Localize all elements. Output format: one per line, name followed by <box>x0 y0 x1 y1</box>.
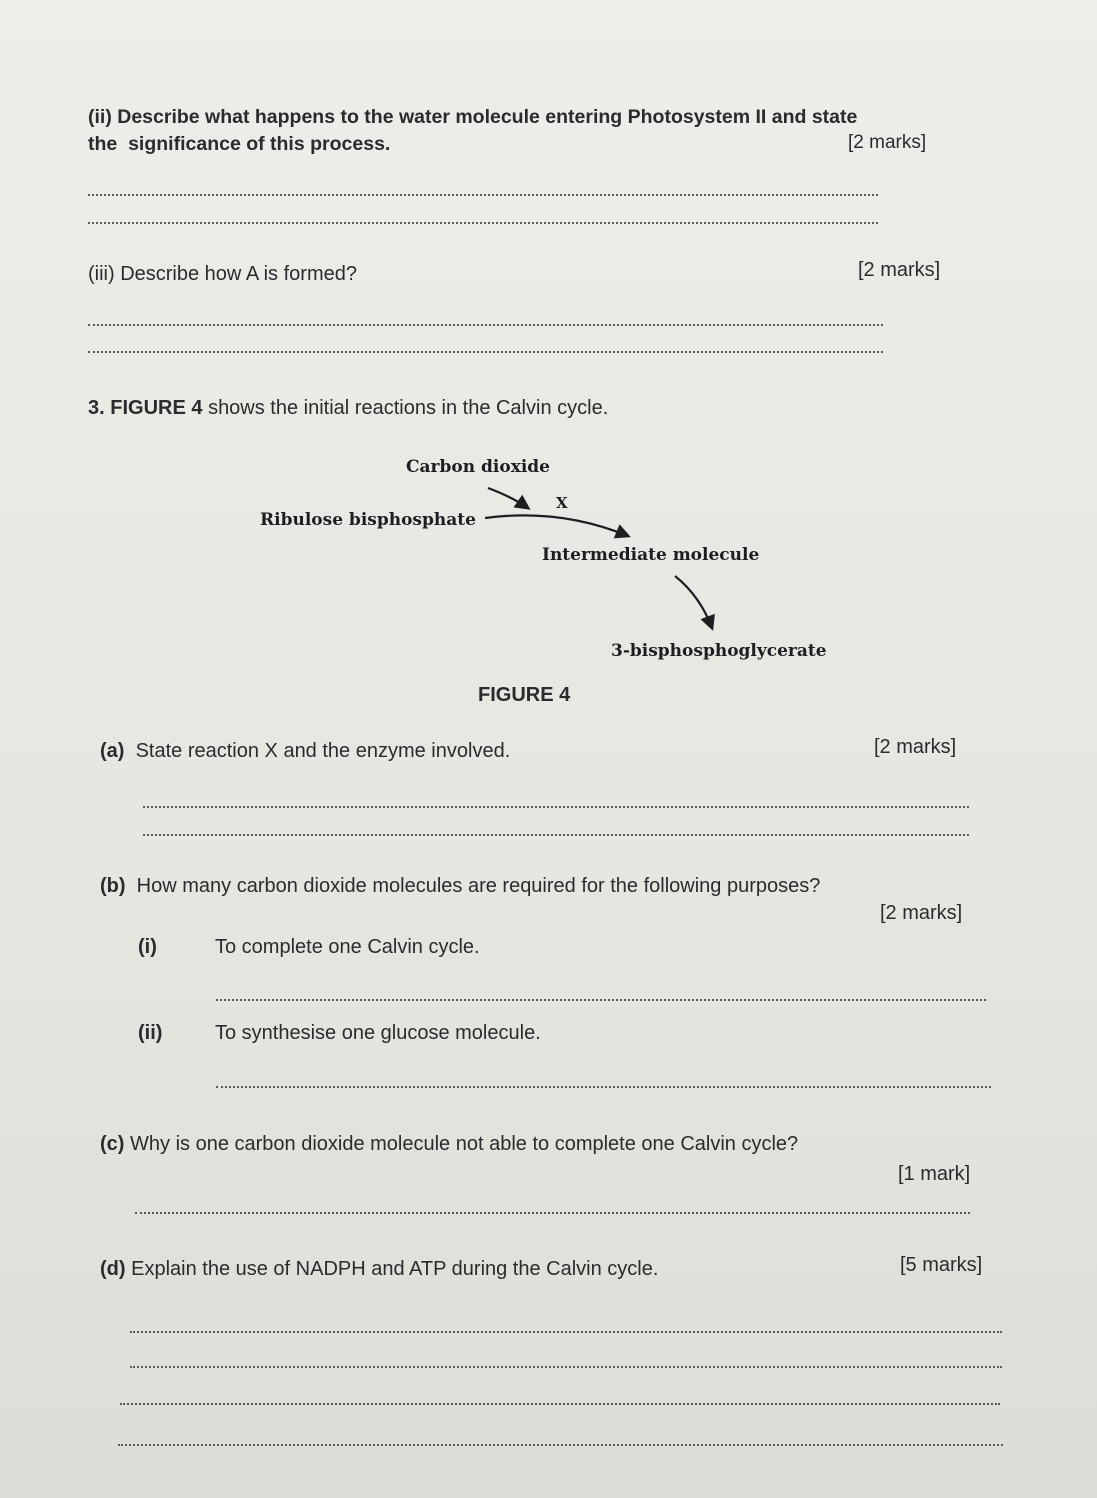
answer-line[interactable] <box>130 1366 1002 1368</box>
qb-question <box>100 875 820 898</box>
q2ii-marks: [2 marks] <box>848 132 927 153</box>
qc-number: (c) <box>100 1133 125 1155</box>
qb-i-text: To complete one Calvin cycle. <box>215 936 480 958</box>
q2iii-text: (iii) Describe how A is formed? <box>88 263 357 285</box>
qc-marks: [1 mark] <box>898 1163 971 1185</box>
answer-line[interactable] <box>143 834 969 836</box>
q2ii-text-line1: Describe what happens to the water molecule entering Photosystem II and state <box>117 106 858 128</box>
label-ribulose-bisphosphate: Ribulose bisphosphate <box>260 510 476 530</box>
qd-text: Explain the use of NADPH and ATP during the Calvin cycle. <box>131 1258 659 1280</box>
q2ii-text-line2: the significance of this process. <box>88 133 391 155</box>
intermediate-arrow <box>675 576 712 628</box>
reaction-x-arrow <box>485 515 628 536</box>
qb-ii-number: (ii) <box>138 1022 163 1044</box>
qd-number: (d) <box>100 1258 126 1280</box>
label-3-bisphosphoglycerate: 3-bisphosphoglycerate <box>611 641 827 661</box>
qc-question <box>100 1133 798 1156</box>
qa-question <box>100 740 510 763</box>
qa-text: State reaction X and the enzyme involved. <box>135 740 511 762</box>
answer-line[interactable] <box>135 1212 970 1214</box>
answer-line[interactable] <box>216 1086 991 1088</box>
qc-text: Why is one carbon dioxide molecule not able to complete one Calvin cycle? <box>130 1133 799 1155</box>
answer-line[interactable] <box>216 999 986 1001</box>
q2iii-marks: [2 marks] <box>858 259 941 281</box>
figure-caption: FIGURE 4 <box>478 684 571 706</box>
answer-line[interactable] <box>130 1331 1002 1333</box>
label-intermediate-molecule: Intermediate molecule <box>542 545 760 565</box>
qb-number: (b) <box>100 875 126 897</box>
qa-number: (a) <box>100 740 125 762</box>
qb-text: How many carbon dioxide molecules are required for the following purposes? <box>136 875 821 897</box>
q2ii-number: (ii) <box>88 106 112 128</box>
answer-line[interactable] <box>118 1444 1003 1446</box>
qd-question <box>100 1258 658 1281</box>
co2-arrow <box>488 488 528 508</box>
q3-number: 3. <box>88 397 105 419</box>
q3-text: shows the initial reactions in the Calvin cycle. <box>208 397 609 419</box>
label-x: X <box>556 494 568 512</box>
qb-ii-text: To synthesise one glucose molecule. <box>215 1022 541 1044</box>
qd-marks: [5 marks] <box>900 1254 983 1276</box>
qa-marks: [2 marks] <box>874 736 957 758</box>
qb-marks: [2 marks] <box>880 902 963 924</box>
answer-line[interactable] <box>120 1403 1000 1405</box>
answer-line[interactable] <box>143 806 969 808</box>
label-carbon-dioxide: Carbon dioxide <box>406 457 550 477</box>
qb-i-number: (i) <box>138 936 157 958</box>
q3-figure-ref: FIGURE 4 <box>110 397 203 419</box>
